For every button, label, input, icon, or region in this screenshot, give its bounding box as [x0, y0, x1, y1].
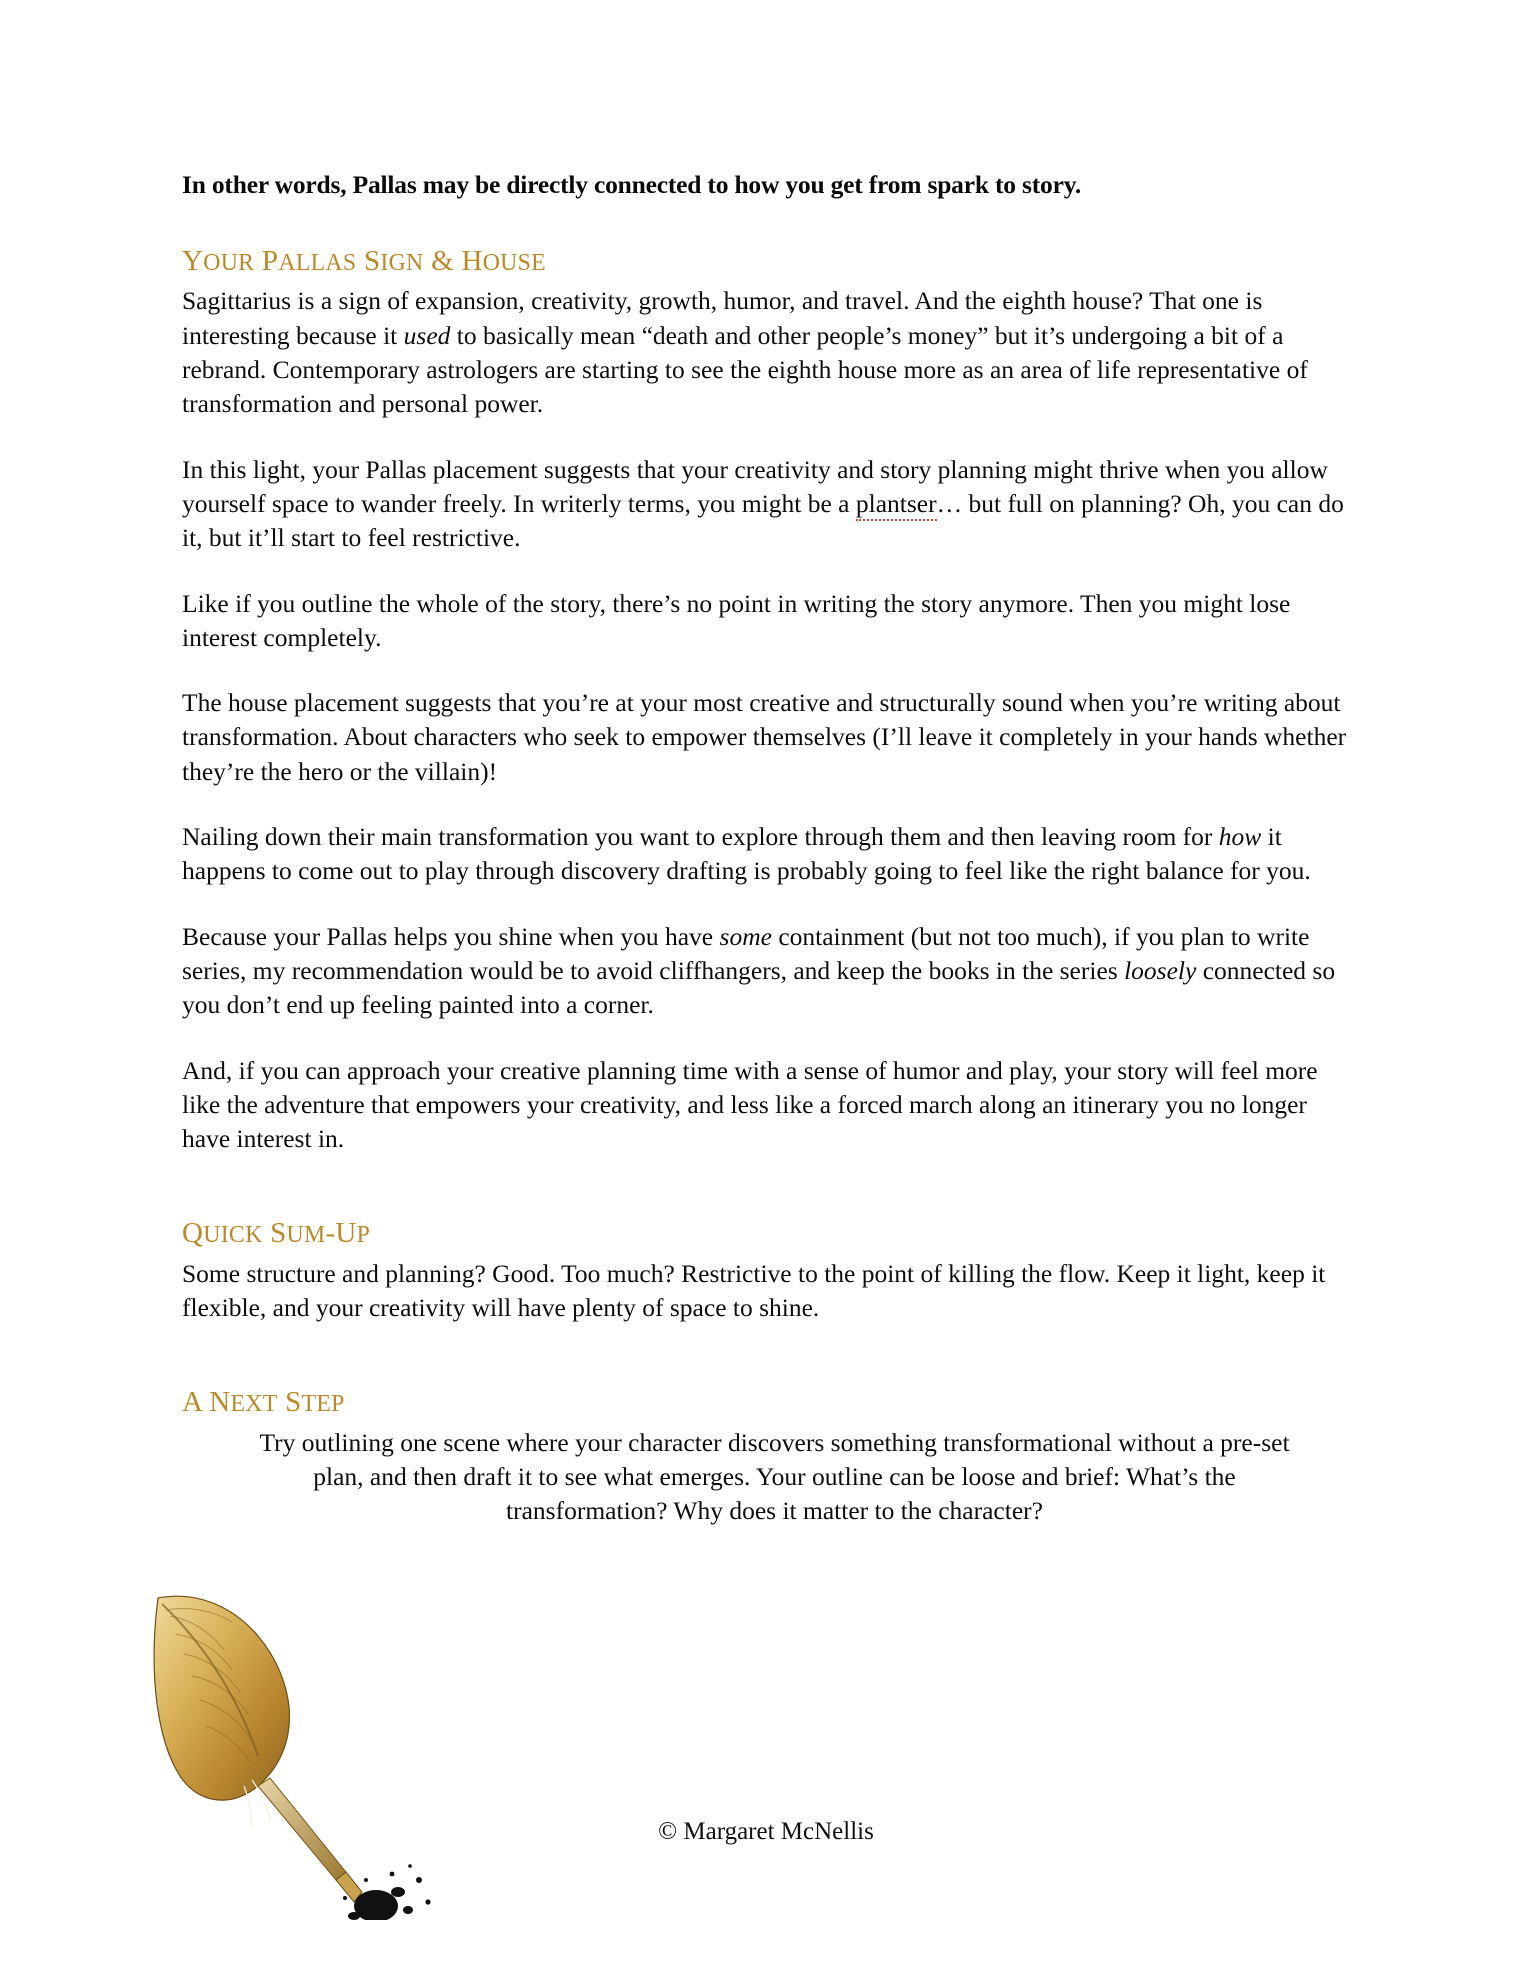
spacer	[182, 1187, 1347, 1217]
copyright-footer: © Margaret McNellis	[658, 1818, 874, 1845]
paragraph-nailing-transformation: Nailing down their main transformation you want to explore through them and then leaving room for how it happens to come out to play through discovery drafting is probably going to feel like the right balance for you.	[182, 822, 1311, 886]
document-body	[182, 168, 1347, 1529]
paragraph-plantser: In this light, your Pallas placement suggests that your creativity and story planning might thrive when you allow yourself space to wander freely. In writerly terms, you might be a plantser… but full on planning? Oh, you can do it, but it’ll start to feel restrictive.	[182, 454, 1344, 553]
paragraph-sagittarius: Sagittarius is a sign of expansion, creativity, growth, humor, and travel. And the eighth house? That one is interesting because it used to basically mean “death and other people’s money” but it’s undergoing a bit of a rebrand. Contemporary astrologers are starting to see the eighth house more as an area of life representative of transformation and personal power.	[182, 286, 1308, 419]
paragraph-quick-sum-up: Some structure and planning? Good. Too much? Restrictive to the point of killing the flow. Keep it light, keep it flexible, and your creativity will have plenty of space to shine.	[182, 1258, 1326, 1323]
lede-paragraph: In other words, Pallas may be directly connected to how you get from spark to story.	[182, 170, 1082, 199]
paragraph-outline-whole-story: Like if you outline the whole of the story, there’s no point in writing the story anymore. Then you might lose interest completely.	[182, 588, 1291, 652]
paragraph-series-advice: Because your Pallas helps you shine when you have some containment (but not too much), if you plan to write series, my recommendation would be to avoid cliffhangers, and keep the books in the series loosely connected so you don’t end up feeling painted into a corner.	[182, 921, 1336, 1020]
section-heading-pallas-sign-house: YOUR PALLAS SIGN & HOUSE	[182, 245, 546, 278]
paragraph-house-placement: The house placement suggests that you’re at your most creative and structurally sound when you’re writing about transformation. About characters who seek to empower themselves (I’ll leave it completely in your hands whether they’re the hero or the villain)!	[182, 688, 1347, 786]
section-heading-quick-sum-up: QUICK SUM-UP	[182, 1217, 371, 1250]
section-heading-a-next-step: A NEXT STEP	[182, 1386, 345, 1419]
spacer-2	[182, 1356, 1347, 1386]
paragraph-a-next-step: Try outlining one scene where your character discovers something transformational without a pre-set plan, and then draft it to see what emerges. Your outline can be loose and brief: What’s the transformation? Why does it matter to the character?	[259, 1427, 1290, 1526]
paragraph-humor-and-play: And, if you can approach your creative planning time with a sense of humor and play, your story will feel more like the adventure that empowers your creativity, and less like a forced march along an itinerary you no longer have interest in.	[182, 1055, 1318, 1154]
quill-pen-icon	[140, 1580, 470, 1920]
spellcheck-word: plantser	[856, 489, 937, 521]
